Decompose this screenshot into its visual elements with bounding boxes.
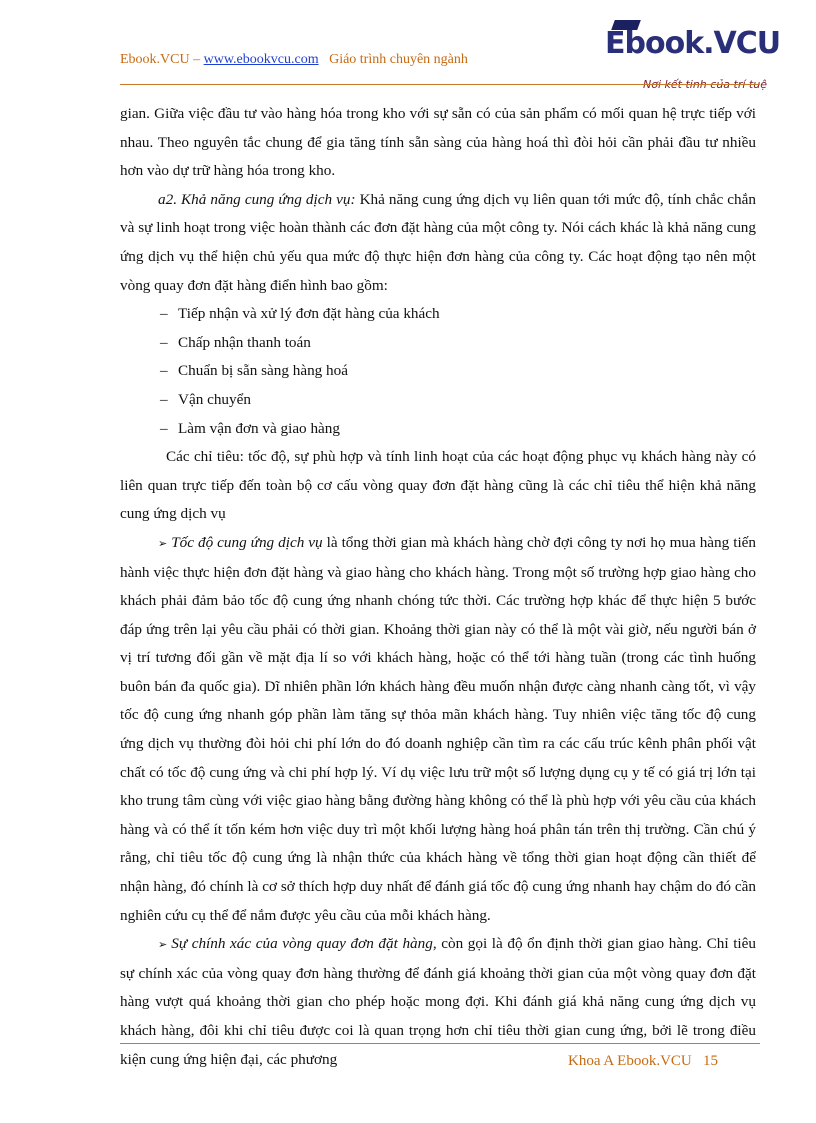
- section-a2-heading: a2. Khả năng cung ứng dịch vụ:: [158, 190, 356, 208]
- footer-rule: [120, 1043, 760, 1044]
- paragraph-5-text: , còn gọi là độ ổn định thời gian giao hàng. Chỉ tiêu sự chính xác của vòng quay đơn hàng thường để đánh giá khoảng thời gian của một vòng quay đơn đặt hàng vượt quá khoảng thời gian cho phép hoặc mong đợi. Khi đánh giá khả năng cung ứng dịch vụ khách hàng, đôi khi chỉ tiêu được coi là quan trọng hơn chỉ tiêu thời gian cung ứng, bởi lẽ trong điều kiện cung ứng hiện đại, các phương: [120, 935, 756, 1068]
- bullet-dash: –: [160, 305, 168, 323]
- logo-tagline: Nơi kết tinh của trí tuệ: [643, 78, 767, 91]
- paragraph-2-text: Khả năng cung ứng dịch vụ liên quan tới mức độ, tính chắc chắn và sự linh hoạt trong việc hoàn thành các đơn đặt hàng của một công ty. Nói cách khác là khả năng cung ứng dịch vụ thể hiện chủ yếu qua mức độ thực hiện đơn hàng của công ty. Các hoạt động tạo nên một vòng quay đơn đặt hàng điển hình bao gồm:: [120, 190, 756, 294]
- accuracy-heading: Sự chính xác của vòng quay đơn đặt hàng: [171, 935, 433, 953]
- paragraph-4-text: là tổng thời gian mà khách hàng chờ đợi công ty nơi họ mua hàng tiến hành việc thực hiện đơn đặt hàng và giao hàng cho khách hàng. Trong một số trường hợp giao hàng cho khách phải đảm bảo tốc độ cung ứng nhanh chóng tức thời. Các trường hợp khác để thực hiện 5 bước đáp ứng trên lại yêu cầu phải có thời gian. Khoảng thời gian này có thể là một vài giờ, nếu người bán ở vị trí tương đối gần về mặt địa lí so với khách hàng, hoặc có thể tới hàng tuần (trong các tình huống buôn bán đa quốc gia). Dĩ nhiên phần lớn khách hàng đều muốn nhận được càng nhanh càng tốt, vì vậy tốc độ cung ứng nhanh góp phần làm tăng sự thỏa mãn khách hàng. Tuy nhiên việc tăng tốc độ cung ứng dịch vụ thường đòi hỏi chi phí lớn do đó doanh nghiệp cần tìm ra các cấu trúc kênh phân phối vật chất có tốc độ cung ứng và chi phí hợp lý. Ví dụ việc lưu trữ một số lượng dụng cụ y tế có giá trị lớn tại kho trung tâm cùng với việc giao hàng bằng đường hàng không có thể là phù hợp với yêu cầu của khách hàng và có thể ít tốn kém hơn việc duy trì một khối lượng hàng hoá phân tán trên thị trường. Cần chú ý rằng, chỉ tiêu tốc độ cung ứng là nhận thức của khách hàng về tổng thời gian hoạt động cần thiết để nhận hàng, đó chính là cơ sở thích hợp duy nhất để đánh giá tốc độ cung ứng nhanh hay chậm do đó cần nghiên cứu cụ thể để nắm được yêu cầu của mỗi khách hàng.: [120, 533, 756, 924]
- arrow-bullet-icon: ➢: [158, 938, 168, 952]
- page-footer: [568, 1053, 718, 1070]
- bullet-dash: –: [160, 390, 168, 408]
- list-item: [120, 300, 756, 329]
- list-item-text: Chấp nhận thanh toán: [178, 333, 311, 351]
- logo-brand-text: Ebook.VCU: [605, 26, 781, 61]
- list-item: [120, 357, 756, 386]
- bullet-dash: –: [160, 362, 168, 380]
- speed-heading: Tốc độ cung ứng dịch vụ: [171, 533, 323, 551]
- list-item-text: Tiếp nhận và xử lý đơn đặt hàng của khách: [178, 305, 440, 323]
- document-body: [120, 100, 756, 1074]
- bullet-dash: –: [160, 333, 168, 351]
- list-item-text: Làm vận đơn và giao hàng: [178, 419, 340, 437]
- footer-text: Khoa A Ebook.VCU: [568, 1053, 692, 1069]
- paragraph-2: [120, 186, 756, 300]
- list-item-text: Vận chuyển: [178, 390, 251, 408]
- arrow-bullet-icon: ➢: [158, 536, 168, 550]
- list-item: [120, 329, 756, 358]
- paragraph-4: [120, 529, 756, 930]
- order-cycle-list: [120, 300, 756, 443]
- header-site: Ebook.VCU –: [120, 52, 201, 67]
- list-item: [120, 386, 756, 415]
- paragraph-3: Các chỉ tiêu: tốc độ, sự phù hợp và tính linh hoạt của các hoạt động phục vụ khách hàng này có liên quan trực tiếp đến toàn bộ cơ cấu vòng quay đơn đặt hàng cũng là các chỉ tiêu thể hiện khả năng cung ứng dịch vụ: [120, 448, 756, 523]
- header-rule: [120, 84, 760, 85]
- bullet-dash: –: [160, 419, 168, 437]
- header-url-link[interactable]: www.ebookvcu.com: [203, 52, 319, 67]
- list-item-text: Chuẩn bị sẵn sàng hàng hoá: [178, 362, 348, 380]
- ebook-vcu-logo: [605, 20, 780, 100]
- page-number: 15: [703, 1053, 718, 1069]
- paragraph-1: gian. Giữa việc đầu tư vào hàng hóa trong kho với sự sẵn có của sản phẩm có mối quan hệ trực tiếp với nhau. Theo nguyên tắc chung để gia tăng tính sẵn sàng của hàng hoá thì đòi hỏi cần phải đầu tư nhiều hơn vào dự trữ hàng hóa trong kho.: [120, 105, 756, 180]
- logo-brand: [605, 26, 780, 61]
- list-item: [120, 415, 756, 444]
- header-section: Giáo trình chuyên ngành: [329, 52, 468, 67]
